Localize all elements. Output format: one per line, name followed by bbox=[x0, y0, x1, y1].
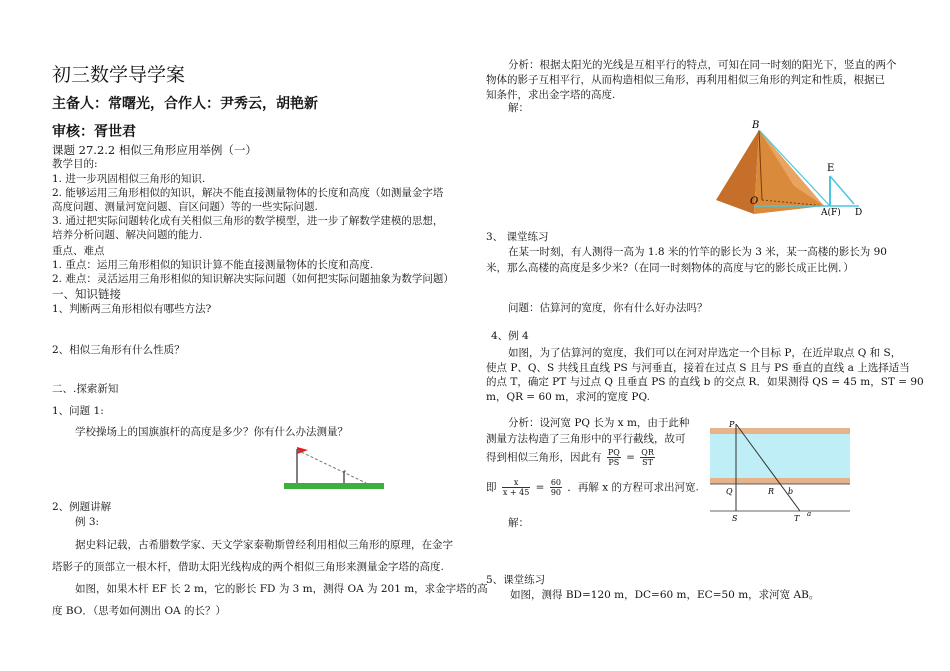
problem1-text: 学校操场上的国旗旗杆的高度是多少？你有什么办法测量？ bbox=[75, 426, 348, 438]
label-D: D bbox=[855, 208, 863, 216]
practice5-text: 如图，测得 BD=120 m，DC=60 m，EC=50 m，求河宽 AB。 bbox=[510, 589, 820, 601]
label-E: E bbox=[827, 163, 835, 174]
section-knowledge-link: 一、知识链接 bbox=[52, 287, 121, 301]
example3-paragraph: 塔影子的顶部立一根木杆，借助太阳光线构成的两个相似三角形来测量金字塔的高度. bbox=[52, 561, 444, 573]
example4-heading: 4、例 4 bbox=[491, 330, 529, 342]
example4-text: m，QR = 60 m，求河的宽度 PQ. bbox=[486, 391, 650, 403]
practice3-text: 米，那么高楼的高度是多少米?（在同一时刻物体的高度与它的影长成正比例．） bbox=[486, 262, 854, 274]
analysis4-equation bbox=[486, 478, 699, 497]
example3-paragraph: 据史料记载，古希腊数学家、天文学家泰勒斯曾经利用相似三角形的原理，在金字 bbox=[75, 539, 453, 551]
objective-line: 3. 通过把实际问题转化成有关相似三角形的数学模型，进一步了解数学建模的思想， bbox=[52, 215, 444, 227]
lesson-title: 课题 27.2.2 相似三角形应用举例（一） bbox=[52, 143, 257, 157]
fraction-numerator: x bbox=[502, 478, 530, 488]
analysis4-ji: 即 bbox=[486, 481, 497, 494]
analysis-text: 分析：根据太阳光的光线是互相平行的特点，可知在同一时刻的阳光下，竖直的两个 bbox=[508, 59, 897, 71]
section-explore: 二、.探索新知 bbox=[52, 383, 119, 395]
fraction-numerator: 60 bbox=[550, 478, 562, 487]
label-b: b bbox=[788, 487, 794, 496]
objective-line: 培养分析问题、解决问题的能力. bbox=[52, 229, 203, 241]
analysis4-proportion bbox=[486, 448, 657, 467]
label-a: a bbox=[807, 510, 812, 518]
label-R: R bbox=[768, 487, 775, 496]
fraction-numerator: QR bbox=[641, 448, 654, 457]
example4-text: 的点 T，确定 PT 与过点 Q 且垂直 PS 的直线 b 的交点 R．如果测得 QS = 45 m，ST = 90 bbox=[486, 376, 924, 388]
keypoint-line: 1. 重点：运用三角形相似的知识计算不能直接测量物体的长度和高度. bbox=[52, 259, 374, 271]
question-similarity-properties: 2、相似三角形有什么性质？ bbox=[52, 344, 185, 356]
example3-label: 例 3: bbox=[75, 516, 100, 528]
label-AF: A(F) bbox=[821, 208, 841, 216]
problem1-heading: 1、问题 1: bbox=[52, 405, 104, 417]
label-S: S bbox=[732, 514, 738, 523]
reviewer-line: 审核：胥世君 bbox=[52, 124, 136, 140]
label-T: T bbox=[794, 514, 800, 523]
fraction-pq-ps bbox=[607, 448, 621, 467]
keypoint-line: 2. 难点：灵活运用三角形相似的知识解决实际问题（如何把实际问题抽象为数学问题） bbox=[52, 273, 454, 285]
solution4-label: 解： bbox=[508, 517, 529, 529]
analysis-text: 知条件，求出金字塔的高度. bbox=[486, 89, 616, 101]
analysis4-text: 测量方法构造了三角形中的平行截线，故可 bbox=[486, 433, 686, 445]
objective-line: 1. 进一步巩固相似三角形的知识. bbox=[52, 173, 206, 185]
example-heading: 2、例题讲解 bbox=[52, 501, 112, 513]
question-similarity-methods: 1、判断两三角形相似有哪些方法? bbox=[52, 303, 212, 315]
example4-text: 如图，为了估算河的宽度，我们可以在河对岸选定一个目标 P，在近岸取点 Q 和 S， bbox=[508, 347, 902, 359]
flagpole-figure bbox=[282, 443, 392, 495]
practice3-heading: 3、 课堂练习 bbox=[486, 231, 549, 243]
practice5-heading: 5、课堂练习 bbox=[486, 574, 546, 586]
label-B: B bbox=[752, 120, 760, 131]
label-O: O bbox=[750, 196, 759, 207]
label-P: P bbox=[729, 420, 735, 429]
analysis4-suffix: ．再解 x 的方程可求出河宽. bbox=[567, 481, 699, 494]
analysis4-prefix: 得到相似三角形，因此有 bbox=[486, 451, 602, 464]
fraction-x-x45 bbox=[502, 478, 530, 497]
example4-text: 使点 P、Q、S 共线且直线 PS 与河垂直，接着在过点 S 且与 PS 垂直的直线 a 上选择适当 bbox=[486, 362, 910, 374]
keypoints-heading: 重点、难点 bbox=[52, 245, 105, 257]
fraction-60-90 bbox=[550, 478, 562, 497]
ground-strip bbox=[284, 483, 384, 489]
objective-line: 2. 能够运用三角形相似的知识，解决不能直接测量物体的长度和高度（如测量金字塔 bbox=[52, 187, 444, 199]
objectives-heading: 教学目的: bbox=[52, 158, 98, 170]
example3-paragraph: 如图，如果木杆 EF 长 2 m，它的影长 FD 为 3 m，测得 OA 为 201 m，求金字塔的高 bbox=[75, 583, 488, 595]
sight-line bbox=[297, 450, 366, 483]
analysis-text: 物体的影子互相平行，从而构造相似三角形，再利用相似三角形的判定和性质，根据已 bbox=[486, 74, 885, 86]
authors-line: 主备人：常曙光，合作人：尹秀云，胡艳新 bbox=[52, 96, 318, 112]
river-question: 问题：估算河的宽度，你有什么好办法吗？ bbox=[508, 302, 708, 314]
stick-ray bbox=[830, 176, 854, 204]
page-title: 初三数学导学案 bbox=[52, 64, 186, 86]
solution-label: 解： bbox=[508, 102, 529, 114]
river-figure bbox=[708, 418, 854, 523]
equals-sign: = bbox=[626, 451, 635, 464]
label-Q: Q bbox=[726, 487, 733, 496]
river-water bbox=[710, 434, 850, 478]
fraction-qr-st bbox=[640, 448, 655, 467]
practice3-text: 在某一时刻，有人测得一高为 1.8 米的竹竿的影长为 3 米，某一高楼的影长为 90 bbox=[508, 246, 887, 258]
objective-line: 高度问题、测量河宽问题、盲区问题）等的一些实际问题. bbox=[52, 201, 318, 213]
fraction-denominator: x + 45 bbox=[502, 488, 530, 497]
fraction-numerator: PQ bbox=[607, 448, 620, 457]
pyramid-figure bbox=[714, 116, 864, 216]
fraction-denominator: 90 bbox=[550, 488, 562, 497]
fraction-denominator: ST bbox=[642, 458, 653, 467]
equals-sign: = bbox=[535, 481, 545, 494]
analysis4-text: 分析：设河宽 PQ 长为 x m，由于此种 bbox=[508, 417, 690, 429]
example3-paragraph: 度 BO．（思考如何测出 OA 的长？） bbox=[52, 605, 226, 617]
fraction-denominator: PS bbox=[608, 458, 620, 467]
